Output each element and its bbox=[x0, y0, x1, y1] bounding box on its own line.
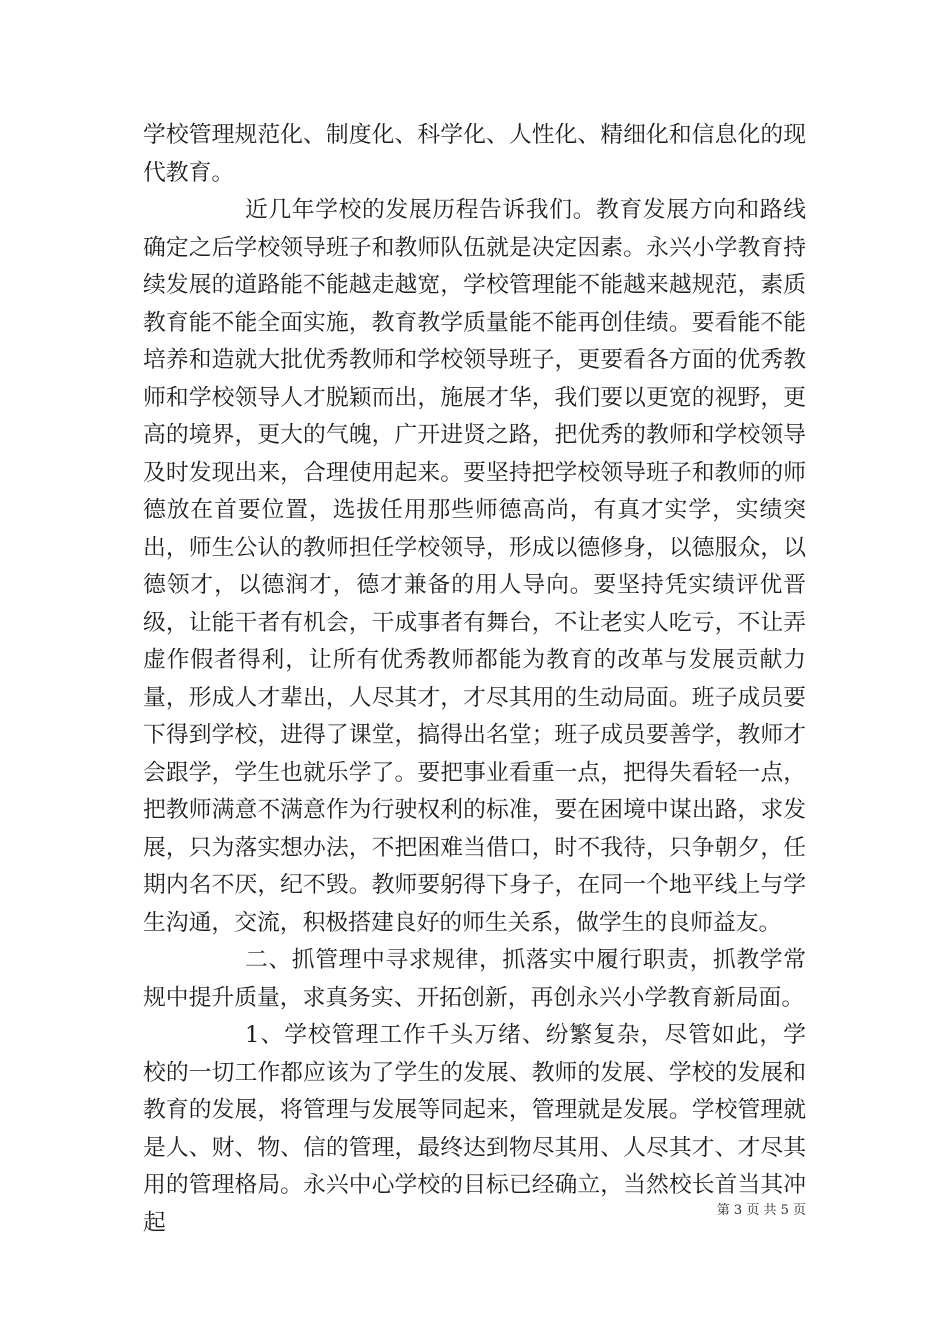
paragraph: 1、学校管理工作千头万绪、纷繁复杂，尽管如此，学校的一切工作都应该为了学生的发展、教师的发展、学校的发展和教育的发展，将管理与发展等同起来，管理就是发展。学校管理就是人、财、物、信的管理，最终达到物尽其用、人尽其才、才尽其用的管理格局。永兴中心学校的目标已经确立，当然校长首当其冲起 bbox=[143, 1022, 806, 1236]
document-body bbox=[143, 117, 806, 1242]
paragraph-section-heading: 二、抓管理中寻求规律，抓落实中履行职责，抓教学常规中提升质量，求真务实、开拓创新，再创永兴小学教育新局面。 bbox=[143, 947, 806, 1011]
paragraph-continuation: 学校管理规范化、制度化、科学化、人性化、精细化和信息化的现代教育。 bbox=[143, 122, 806, 186]
paragraph: 近几年学校的发展历程告诉我们。教育发展方向和路线确定之后学校领导班子和教师队伍就是决定因素。永兴小学教育持续发展的道路能不能越走越宽，学校管理能不能越来越规范，素质教育能不能全面实施，教育教学质量能不能再创佳绩。要看能不能培养和造就大批优秀教师和学校领导班子，更要看各方面的优秀教师和学校领导人才脱颖而出，施展才华，我们要以更宽的视野，更高的境界，更大的气魄，广开进贤之路，把优秀的教师和学校领导及时发现出来，合理使用起来。要坚持把学校领导班子和教师的师德放在首要位置，选拔任用那些师德高尚，有真才实学，实绩突出，师生公认的教师担任学校领导，形成以德修身，以德服众，以德领才，以德润才，德才兼备的用人导向。要坚持凭实绩评优晋级，让能干者有机会，干成事者有舞台，不让老实人吃亏，不让弄虚作假者得利，让所有优秀教师都能为教育的改革与发展贡献力量，形成人才辈出，人尽其才，才尽其用的生动局面。班子成员要下得到学校，进得了课堂，搞得出名堂；班子成员要善学，教师才会跟学，学生也就乐学了。要把事业看重一点，把得失看轻一点，把教师满意不满意作为行驶权利的标准，要在困境中谋出路，求发展，只为落实想办法，不把困难当借口，时不我待，只争朝夕，任期内名不厌，纪不毁。教师要躬得下身子，在同一个地平线上与学生沟通，交流，积极搭建良好的师生关系，做学生的良师益友。 bbox=[143, 197, 806, 936]
page-number-footer: 第 3 页 共 5 页 bbox=[716, 1203, 806, 1218]
